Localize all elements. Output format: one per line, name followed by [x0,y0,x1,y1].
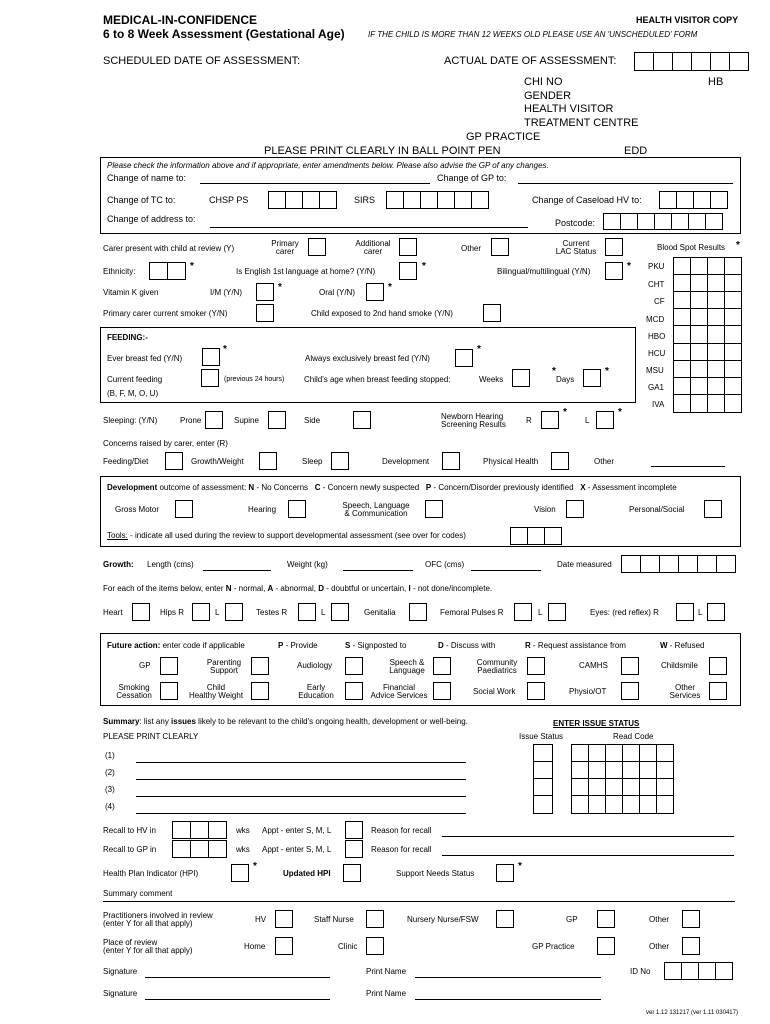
place-gp-practice-label: GP Practice [532,942,575,951]
english-language-label: Is English 1st language at home? (Y/N) [236,267,376,276]
signature-1-label: Signature [103,967,138,976]
future-gp-input[interactable] [160,657,178,675]
speech-language-input[interactable] [433,657,451,675]
femoral-pulses-label: Femoral Pulses R [440,608,504,617]
camhs-input[interactable] [621,657,639,675]
caseload-input[interactable] [659,191,727,209]
issue-3-input[interactable] [136,796,466,797]
issue-2-input[interactable] [136,779,466,780]
bilingual-input[interactable] [605,262,623,280]
concern-sleep-label: Sleep [302,457,323,466]
current-feeding-label: Current feeding [107,375,163,384]
financial-advice-input[interactable] [433,682,451,700]
vitamin-k-oral-label: Oral (Y/N) [319,288,355,297]
ever-breast-fed-input[interactable] [202,348,220,366]
sirs-label: SIRS [354,195,376,205]
smoking-cessation-label: Smoking Cessation [116,683,152,700]
physio-label: Physio/OT [569,687,607,696]
concerns-title: Concerns raised by carer, enter (R) [103,439,228,448]
date-measured-input[interactable] [621,555,735,573]
community-paediatrics-input[interactable] [527,657,545,675]
recall-gp-reason-label: Reason for recall [371,845,432,854]
signature-1-input[interactable] [145,977,330,978]
additional-carer-input[interactable] [399,238,417,256]
postcode-label: Postcode: [555,218,596,228]
recall-hv-input[interactable] [172,821,226,839]
ethnicity-label: Ethnicity: [103,267,136,276]
social-work-input[interactable] [527,682,545,700]
child-healthy-weight-input[interactable] [251,682,269,700]
vitamin-k-im-label: I/M (Y/N) [210,288,242,297]
english-language-input[interactable] [399,262,417,280]
gp-practice-label: GP PRACTICE [466,131,541,143]
blood-pku-label: PKU [648,262,665,271]
exclusive-breast-fed-input[interactable] [455,349,473,367]
pract-hv-label: HV [255,915,267,924]
postcode-input[interactable] [603,213,722,230]
gross-motor-label: Gross Motor [115,505,160,514]
side-label: Side [304,416,321,425]
vision-label: Vision [534,505,556,514]
blood-spot-grid[interactable] [673,257,742,413]
change-gp-input[interactable] [518,183,733,184]
gender-label: GENDER [524,90,572,102]
recall-hv-appt-input[interactable] [345,821,363,839]
print-instruction: PLEASE PRINT CLEARLY IN BALL POINT PEN [264,145,501,157]
days-input[interactable] [583,369,601,387]
summary-comment-label: Summary comment [103,889,173,898]
amendments-instruction: Please check the information above and if appropriate, enter amendments below. Please also advise the GP of any changes. [107,161,549,170]
support-needs-input[interactable] [496,864,514,882]
blood-hcu-label: HCU [648,349,666,358]
gross-motor-input[interactable] [175,500,193,518]
vision-input[interactable] [566,500,584,518]
required-star: * [605,366,609,377]
recall-gp-appt-input[interactable] [345,840,363,858]
recall-hv-label: Recall to HV in [103,826,156,835]
femoral-left-label: L [538,608,543,617]
femoral-right-input[interactable] [514,603,532,621]
financial-advice-label: Financial Advice Services [370,683,428,700]
breastfeeding-stopped-label: Child's age when breast feeding stopped: [304,375,451,384]
required-star: * [477,344,481,355]
issue-status-heading: ENTER ISSUE STATUS [553,719,640,728]
ethnicity-input[interactable] [149,262,185,280]
required-star: * [388,282,392,293]
treatment-centre-label: TREATMENT CENTRE [524,117,639,129]
form-title: 6 to 8 Week Assessment (Gestational Age) [103,27,345,41]
parenting-support-label: Parenting Support [206,658,242,675]
vitamin-k-label: Vitamin K given [103,288,159,297]
other-services-input[interactable] [709,682,727,700]
chsp-label: CHSP PS [209,195,249,205]
chsp-input[interactable] [268,191,336,209]
ofc-label: OFC (cms) [425,560,465,569]
hpi-input[interactable] [231,864,249,882]
prone-input[interactable] [205,411,223,429]
tools-input[interactable] [510,527,561,545]
blood-hbo-label: HBO [648,332,666,341]
personal-social-input[interactable] [704,500,722,518]
change-address-label: Change of address to: [107,214,196,224]
place-home-label: Home [244,942,266,951]
required-star: * [278,282,282,293]
hpi-label: Health Plan Indicator (HPI) [103,869,199,878]
weight-input[interactable] [343,570,413,571]
updated-hpi-input[interactable] [343,864,361,882]
id-no-input[interactable] [664,962,732,980]
age-note: IF THE CHILD IS MORE THAN 12 WEEKS OLD PLEASE USE AN 'UNSCHEDULED' FORM [368,30,698,39]
recall-gp-wks: wks [236,845,250,854]
audiology-input[interactable] [345,657,363,675]
blood-msu-label: MSU [646,366,664,375]
required-star: * [563,407,567,418]
primary-carer-label: Primary carer [271,239,299,256]
other-carer-input[interactable] [491,238,509,256]
blood-cf-label: CF [654,297,665,306]
pract-gp-input[interactable] [597,910,615,928]
issue-status-grid[interactable] [533,744,553,814]
future-action-legend: Future action: enter code if applicable [107,641,245,650]
code-refused: W - Refused [660,641,705,650]
eyes-left-input[interactable] [707,603,725,621]
summary-instruction: Summary: list any issues likely to be relevant to the child's ongoing health, development or well-being. [103,717,468,726]
feeding-panel [100,327,636,403]
heart-label: Heart [103,608,123,617]
issue-4-input[interactable] [136,813,466,814]
personal-social-label: Personal/Social [629,505,685,514]
eyes-right-input[interactable] [676,603,694,621]
id-no-label: ID No [630,967,651,976]
blood-ga1-label: GA1 [648,383,665,392]
change-name-label: Change of name to: [107,173,187,183]
recall-gp-input[interactable] [172,840,226,858]
current-feeding-input[interactable] [201,369,219,387]
childsmile-input[interactable] [709,657,727,675]
place-home-input[interactable] [275,937,293,955]
issue-1-label: (1) [105,751,115,760]
required-star: * [253,861,257,872]
pract-gp-label: GP [566,915,578,924]
recall-hv-appt-label: Appt - enter S, M, L [262,826,332,835]
code-discuss: D - Discuss with [438,641,496,650]
prone-label: Prone [180,416,202,425]
supine-label: Supine [234,416,259,425]
growth-label: Growth: [103,560,134,569]
carer-smoker-label: Primary carer current smoker (Y/N) [103,309,228,318]
early-education-label: Early Education [298,683,334,700]
hips-left-label: L [215,608,220,617]
weeks-input[interactable] [512,369,530,387]
speech-dev-input[interactable] [425,500,443,518]
read-code-label: Read Code [613,732,654,741]
items-instruction: For each of the items below, enter N - normal, A - abnormal, D - doubtful or uncertain, I - not done/incomplete. [103,584,493,593]
hearing-dev-label: Hearing [248,505,277,514]
summary-comment-input[interactable] [103,901,735,902]
physio-input[interactable] [621,682,639,700]
concern-physical-input[interactable] [551,452,569,470]
print-name-1-input[interactable] [415,977,601,978]
additional-carer-label: Additional carer [355,239,391,256]
development-legend: Development outcome of assessment: N - No Concerns C - Concern newly suspected P - Concern/Disorder previously identified X - Assessment incomplete [107,483,677,492]
place-gp-practice-input[interactable] [597,937,615,955]
hearing-screening-label: Newborn Hearing Screening Results [441,412,506,429]
length-label: Length (cms) [147,560,194,569]
side-input[interactable] [353,411,371,429]
hearing-left-label: L [585,416,590,425]
health-visitor-label: HEALTH VISITOR [524,103,614,115]
social-work-label: Social Work [473,687,516,696]
lac-status-input[interactable] [605,238,623,256]
recall-hv-reason-label: Reason for recall [371,826,432,835]
issue-2-label: (2) [105,768,115,777]
pract-nursery-label: Nursery Nurse/FSW [407,915,479,924]
read-code-grid[interactable] [571,744,674,814]
feeding-codes: (B, F, M, O, U) [107,389,159,398]
femoral-left-input[interactable] [548,603,566,621]
concern-physical-label: Physical Health [483,457,539,466]
print-name-2-label: Print Name [366,989,407,998]
concern-growth-input[interactable] [259,452,277,470]
speech-dev-label: Speech, Language & Communication [342,501,410,518]
blood-mcd-label: MCD [646,315,665,324]
change-address-input[interactable] [210,227,528,228]
hips-right-input[interactable] [192,603,210,621]
issue-4-label: (4) [105,802,115,811]
pract-other-label: Other [649,915,670,924]
concern-development-label: Development [382,457,430,466]
blood-iva-label: IVA [652,400,665,409]
hearing-dev-input[interactable] [288,500,306,518]
blood-spot-title: Blood Spot Results [657,243,726,252]
concern-other-input[interactable] [651,466,725,467]
hearing-right-label: R [526,416,532,425]
parenting-support-input[interactable] [251,657,269,675]
genitalia-input[interactable] [409,603,427,621]
actual-date-label: ACTUAL DATE OF ASSESSMENT: [444,55,617,67]
concern-sleep-input[interactable] [331,452,349,470]
concern-feeding-input[interactable] [165,452,183,470]
required-star: * [223,344,227,355]
required-star: * [552,366,556,377]
copy-label: HEALTH VISITOR COPY [636,15,739,25]
issue-1-input[interactable] [136,762,466,763]
required-star: * [518,861,522,872]
childsmile-label: Childsmile [661,661,698,670]
supine-input[interactable] [268,411,286,429]
change-gp-label: Change of GP to: [437,173,507,183]
testes-label: Testes R [256,608,288,617]
length-input[interactable] [203,570,271,571]
chi-label: CHI NO [524,76,563,88]
concern-feeding-label: Feeding/Diet [103,457,149,466]
concern-other-label: Other [594,457,615,466]
testes-right-input[interactable] [298,603,316,621]
community-paediatrics-label: Community Paediatrics [476,658,518,675]
genitalia-label: Genitalia [364,608,396,617]
required-star: * [618,407,622,418]
recall-hv-reason-input[interactable] [442,836,734,837]
blood-cht-label: CHT [648,280,665,289]
primary-carer-input[interactable] [308,238,326,256]
concern-development-input[interactable] [442,452,460,470]
print-name-1-label: Print Name [366,967,407,976]
second-hand-smoke-label: Child exposed to 2nd hand smoke (Y/N) [311,309,453,318]
code-provide: P - Provide [278,641,318,650]
child-healthy-weight-label: Child Healthy Weight [188,683,244,700]
exclusive-breast-fed-label: Always exclusively breast fed (Y/N) [305,354,430,363]
audiology-label: Audiology [297,661,333,670]
camhs-label: CAMHS [579,661,608,670]
weight-label: Weight (kg) [287,560,328,569]
speech-language-label: Speech & Language [389,658,425,675]
issue-3-label: (3) [105,785,115,794]
issue-status-label: Issue Status [519,732,564,741]
pract-hv-input[interactable] [275,910,293,928]
pract-other-input[interactable] [682,910,700,928]
smoking-cessation-input[interactable] [160,682,178,700]
print-name-2-input[interactable] [415,999,601,1000]
early-education-input[interactable] [345,682,363,700]
signature-2-input[interactable] [145,999,330,1000]
ofc-input[interactable] [471,570,541,571]
testes-left-input[interactable] [331,603,349,621]
required-star: * [736,240,740,251]
hearing-left-input[interactable] [596,411,614,429]
future-gp-label: GP [139,661,151,670]
concern-growth-label: Growth/Weight [191,457,244,466]
change-name-input[interactable] [200,183,430,184]
tools-label: Tools: - indicate all used during the review to support developmental assessment (see over for codes) [107,531,466,540]
previous-24-hours-note: (previous 24 hours) [224,376,285,383]
support-needs-label: Support Needs Status [396,869,475,878]
place-other-input[interactable] [682,937,700,955]
required-star: * [422,261,426,272]
hips-left-input[interactable] [225,603,243,621]
lac-status-label: Current LAC Status [555,239,597,256]
place-clinic-input[interactable] [366,937,384,955]
bilingual-label: Bilingual/multilingual (Y/N) [497,267,591,276]
pract-staff-nurse-label: Staff Nurse [314,915,354,924]
days-label: Days [556,375,575,384]
actual-date-input[interactable] [634,52,748,71]
place-of-review-label: Place of review (enter Y for all that apply) [103,938,193,955]
eyes-left-label: L [698,608,703,617]
carer-present-label: Carer present with child at review (Y) [103,244,235,253]
recall-gp-label: Recall to GP in [103,845,157,854]
hb-label: HB [708,76,724,88]
edd-label: EDD [624,145,648,157]
pract-staff-nurse-input[interactable] [366,910,384,928]
place-other-label: Other [649,942,670,951]
eyes-label: Eyes: (red reflex) R [590,608,659,617]
change-caseload-label: Change of Caseload HV to: [532,195,642,205]
recall-gp-appt-label: Appt - enter S, M, L [262,845,332,854]
required-star: * [627,261,631,272]
testes-left-label: L [321,608,326,617]
second-hand-smoke-input[interactable] [483,304,501,322]
change-tc-label: Change of TC to: [107,195,176,205]
practitioners-label: Practitioners involved in review (enter Y for all that apply) [103,911,213,928]
sleeping-label: Sleeping: (Y/N) [103,416,158,425]
place-clinic-label: Clinic [338,942,358,951]
ever-breast-fed-label: Ever breast fed (Y/N) [107,354,183,363]
sirs-input[interactable] [386,191,488,209]
recall-hv-wks: wks [236,826,250,835]
vitamin-k-im-input[interactable] [256,283,274,301]
vitamin-k-oral-input[interactable] [366,283,384,301]
carer-smoker-input[interactable] [256,304,274,322]
hips-label: Hips R [160,608,185,617]
feeding-title: FEEDING:- [107,333,148,342]
hearing-right-input[interactable] [541,411,559,429]
version-footer: ver 1.12 131217 (ver 1.11 030417) [646,1010,738,1016]
print-clearly-note: PLEASE PRINT CLEARLY [103,732,199,741]
code-signposted: S - Signposted to [345,641,407,650]
recall-gp-reason-input[interactable] [442,855,734,856]
weeks-label: Weeks [479,375,504,384]
heart-input[interactable] [132,603,150,621]
scheduled-date-label: SCHEDULED DATE OF ASSESSMENT: [103,55,301,67]
pract-nursery-input[interactable] [496,910,514,928]
other-carer-label: Other [461,244,482,253]
required-star: * [190,261,194,272]
confidentiality-heading: MEDICAL-IN-CONFIDENCE [103,13,257,27]
signature-2-label: Signature [103,989,138,998]
other-services-label: Other Services [669,683,701,700]
code-request: R - Request assistance from [525,641,626,650]
updated-hpi-label: Updated HPI [283,869,331,878]
date-measured-label: Date measured [557,560,612,569]
